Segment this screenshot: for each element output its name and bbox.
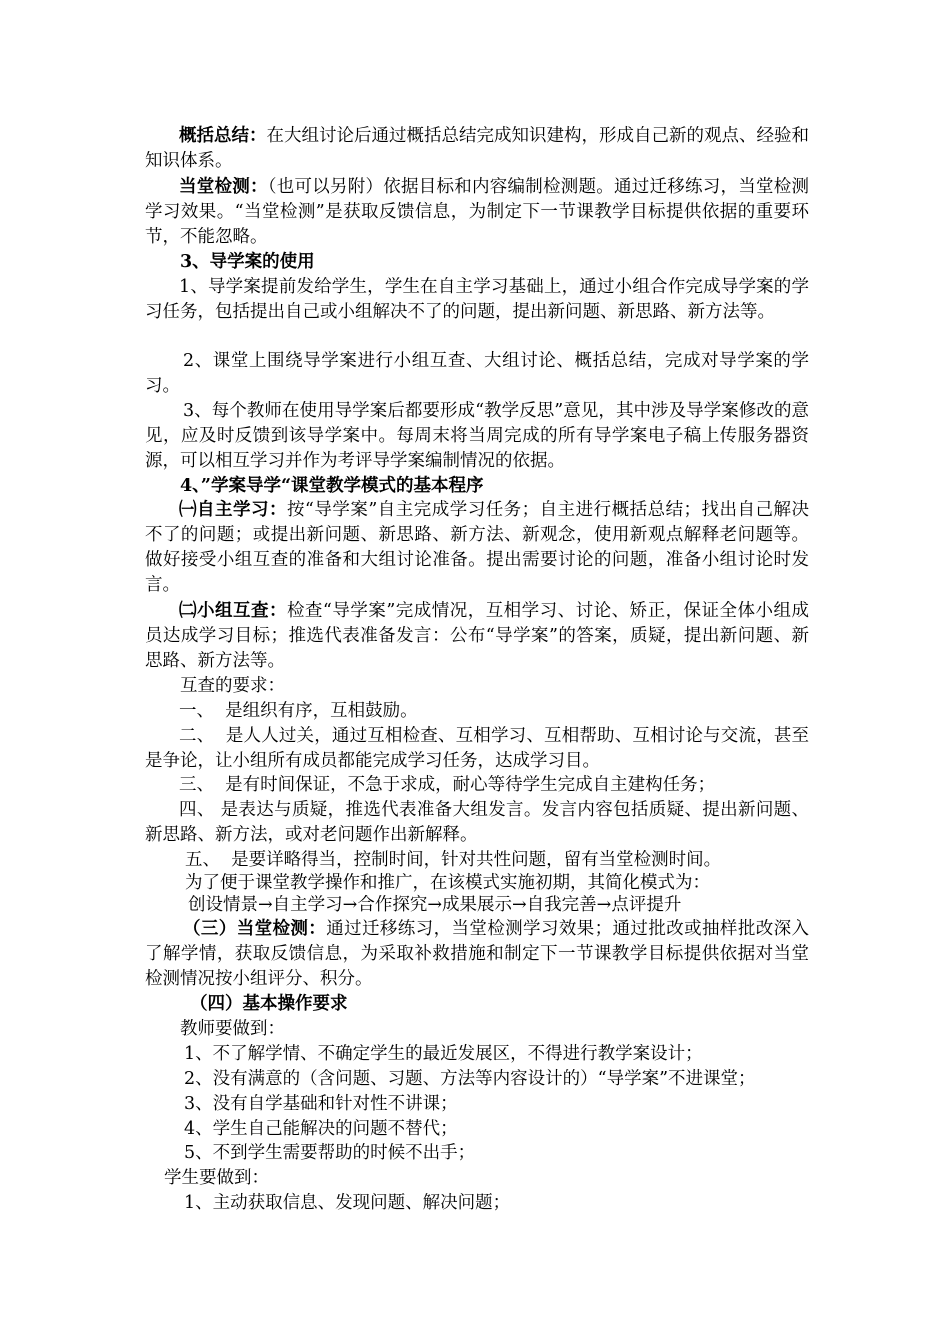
teacher-item-2: 2、没有满意的（含问题、习题、方法等内容设计的）“导学案”不进课堂；: [184, 1069, 756, 1089]
summary-text: 在大组讨论后通过概括总结完成知识建构，形成自己新的观点、经验和知识体系。: [145, 126, 809, 171]
simplified-model-flow: 创设情景→自主学习→合作探究→成果展示→自我完善→点评提升: [188, 895, 682, 915]
step-2-text: 检查“导学案”完成情况，互相学习、讨论、矫正，保证全体小组成员达成学习目标；推选代表准备发言：公布“导学案”的答案，质疑，提出新问题、新思路、新方法等。: [145, 601, 809, 671]
requirement-3: 三、 是有时间保证，不急于求成，耐心等待学生完成自主建构任务；: [179, 775, 716, 795]
student-item-1: 1、主动获取信息、发现问题、解决问题；: [184, 1193, 511, 1213]
test-heading: 当堂检测：: [179, 177, 268, 197]
step-2-heading: ㈡小组互查：: [179, 601, 287, 621]
teacher-requirements-title: 教师要做到：: [180, 1019, 285, 1039]
usage-item-3: 3、每个教师在使用导学案后都要形成“教学反思”意见，其中涉及导学案修改的意见，应及时反馈到该导学案中。每周末将当周完成的所有导学案电子稿上传服务器资源，可以相互学习并作为考评导学案编制情况的依据。: [145, 401, 809, 471]
teacher-item-5: 5、不到学生需要帮助的时候不出手；: [184, 1143, 476, 1163]
section-3-heading: 3、导学案的使用: [180, 252, 315, 272]
requirements-title: 互查的要求：: [180, 676, 285, 696]
teacher-item-3: 3、没有自学基础和针对性不讲课；: [184, 1094, 458, 1114]
test-text: （也可以另附）依据目标和内容编制检测题。通过迁移练习，当堂检测学习效果。“当堂检测”是获取反馈信息，为制定下一节课教学目标提供依据的重要环节，不能忽略。: [145, 177, 809, 247]
student-requirements-title: 学生要做到：: [164, 1168, 269, 1188]
requirement-4: 四、 是表达与质疑，推选代表准备大组发言。发言内容包括质疑、提出新问题、新思路、新方法，或对老问题作出新解释。: [145, 800, 809, 845]
step-3-text: 通过迁移练习，当堂检测学习效果；通过批改或抽样批改深入了解学情，获取反馈信息，为采取补救措施和制定下一节课教学目标提供依据对当堂检测情况按小组评分、积分。: [145, 919, 810, 989]
teacher-item-1: 1、不了解学情、不确定学生的最近发展区，不得进行教学案设计；: [184, 1044, 703, 1064]
requirement-2: 二、 是人人过关，通过互相检查、互相学习、互相帮助、互相讨论与交流，甚至是争论，让小组所有成员都能完成学习任务，达成学习目。: [145, 726, 809, 771]
step-4-heading: （四）基本操作要求: [190, 994, 348, 1014]
requirement-5: 五、 是要详略得当，控制时间，针对共性问题，留有当堂检测时间。: [185, 850, 722, 870]
summary-heading: 概括总结：: [179, 126, 267, 146]
step-2-paragraph: [145, 599, 809, 674]
usage-item-2: 2、课堂上围绕导学案进行小组互查、大组讨论、概括总结，完成对导学案的学习。: [145, 351, 809, 396]
step-1-paragraph: [145, 498, 809, 598]
step-3-heading: （三）当堂检测：: [183, 919, 327, 939]
step-1-heading: ㈠自主学习：: [179, 500, 287, 520]
test-paragraph: [145, 175, 809, 250]
usage-item-1: 1、导学案提前发给学生，学生在自主学习基础上，通过小组合作完成导学案的学习任务，包括提出自己或小组解决不了的问题，提出新问题、新思路、新方法等。: [145, 277, 809, 322]
simplified-model-intro: 为了便于课堂教学操作和推广，在该模式实施初期，其简化模式为：: [185, 873, 710, 893]
step-1-text: 按“导学案”自主完成学习任务；自主进行概括总结；找出自己解决不了的问题；或提出新问题、新思路、新方法、新观念，使用新观点解释老问题等。做好接受小组互查的准备和大组讨论准备。提出需要讨论的问题，准备小组讨论时发言。: [145, 500, 809, 595]
section-4-heading: 4、”学案导学“课堂教学模式的基本程序: [180, 476, 484, 496]
requirement-1: 一、 是组织有序，互相鼓励。: [179, 701, 418, 721]
teacher-item-4: 4、学生自己能解决的问题不替代；: [184, 1119, 458, 1139]
summary-paragraph: [145, 124, 809, 174]
step-3-paragraph: [145, 917, 809, 992]
